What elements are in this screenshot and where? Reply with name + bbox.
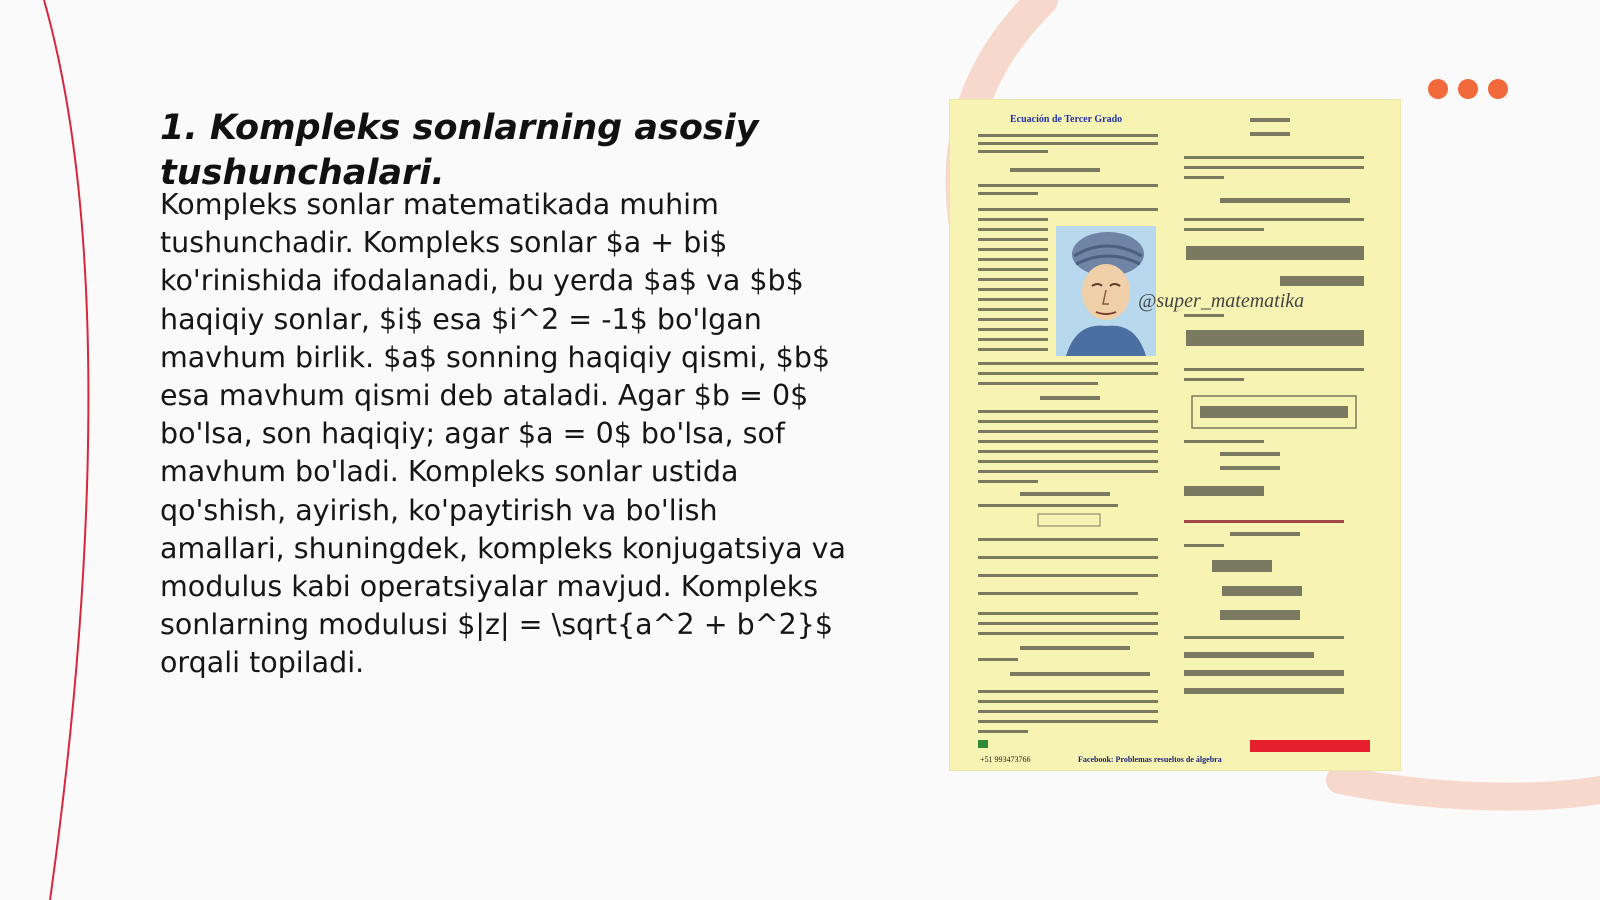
dot-1 <box>1428 79 1448 99</box>
poster-footer-facebook: Facebook: Problemas resueltos de álgebra <box>1078 755 1222 764</box>
poster-footer-phone: +51 993473766 <box>980 755 1031 764</box>
poster-title: Ecuación de Tercer Grado <box>1010 114 1123 125</box>
poster-watermark: @super_matematika <box>1138 290 1305 312</box>
dot-2 <box>1458 79 1478 99</box>
slide-title: 1. Kompleks sonlarning asosiy tushunchalari. <box>160 108 759 193</box>
left-red-curve <box>44 0 88 900</box>
decorative-arc-lower <box>1340 780 1600 797</box>
poster-text-lines <box>950 100 1400 770</box>
dots-decoration <box>1428 79 1508 99</box>
slide-body-text: Kompleks sonlar matematikada muhim tushunchadir. Kompleks sonlar $a + bi$ ko'rinishida ifodalanadi, bu yerda $a$ va $b$ haqiqiy sonlar, $i$ esa $i^2 = -1$ bo'lgan mavhum birlik. $a$ sonning haqiqiy qismi, $b$ esa mavhum qismi deb ataladi. Agar $b = 0$ bo'lsa, son haqiqiy; agar $a = 0$ bo'lsa, sof mavhum bo'ladi. Kompleks sonlar ustida qo'shish, ayirish, ko'paytirish va bo'lish amallari, shuningdek, kompleks konjugatsiya va modulus kabi operatsiyalar mavjud. Kompleks sonlarning modulusi $|z| = \sqrt{a^2 + b^2}$ orqali topiladi. <box>160 188 846 680</box>
cubic-equation-poster-image <box>950 100 1400 770</box>
dot-3 <box>1488 79 1508 99</box>
